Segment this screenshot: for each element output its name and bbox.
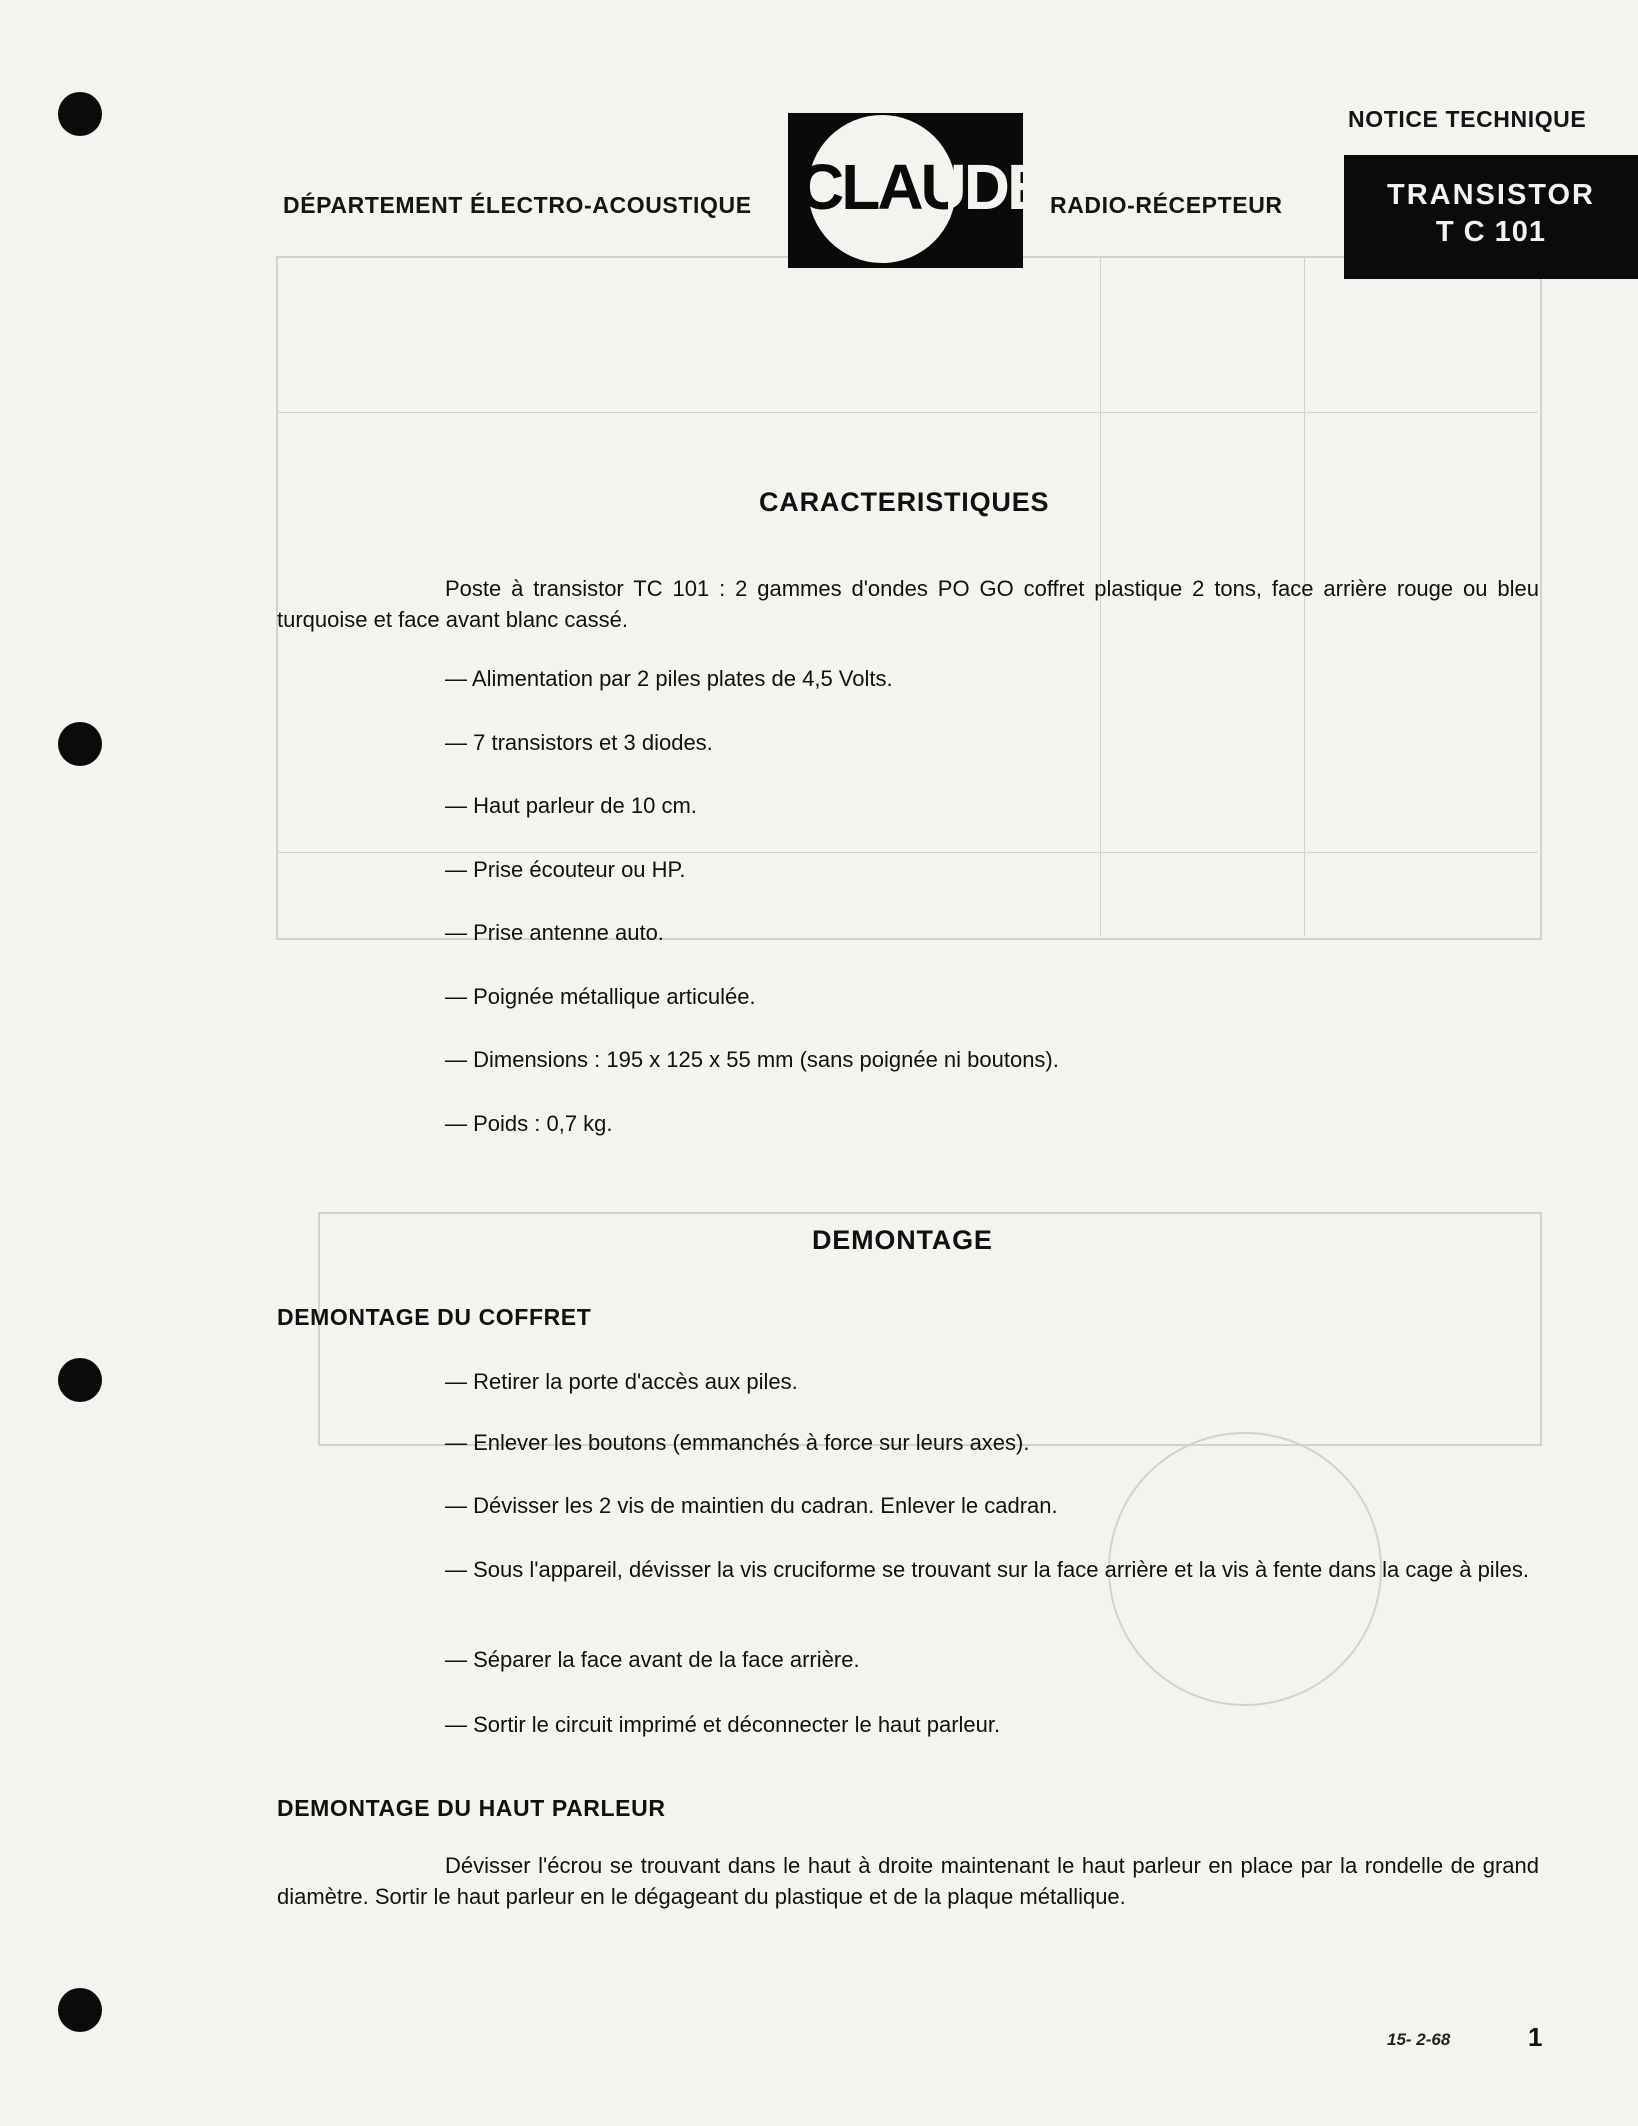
demontage-haut-parleur-title: DEMONTAGE DU HAUT PARLEUR [277, 1795, 666, 1821]
coffret-step: — Sortir le circuit imprimé et déconnecter le haut parleur. [445, 1712, 1001, 1737]
logo-text: CLAUDE [798, 147, 1047, 227]
footer-date: 15- 2-68 [1387, 2030, 1451, 2049]
bleed-through-table-line [276, 412, 1538, 413]
notice-technique-label: NOTICE TECHNIQUE [1348, 106, 1587, 132]
model-box [1344, 155, 1638, 279]
spec-item: — Alimentation par 2 piles plates de 4,5 Volts. [445, 666, 893, 691]
coffret-step: — Enlever les boutons (emmanchés à force sur leurs axes). [445, 1430, 1030, 1455]
caracteristiques-intro: Poste à transistor TC 101 : 2 gammes d'ondes PO GO coffret plastique 2 tons, face arrière rouge ou bleu turquoise et face avant blanc cassé. [277, 576, 1539, 632]
demontage-coffret-title: DEMONTAGE DU COFFRET [277, 1304, 592, 1330]
model-line-1: TRANSISTOR [1387, 179, 1595, 211]
coffret-step: — Retirer la porte d'accès aux piles. [445, 1369, 798, 1394]
spec-item: — Dimensions : 195 x 125 x 55 mm (sans poignée ni boutons). [445, 1047, 1059, 1072]
page-number: 1 [1528, 2022, 1543, 2052]
spec-item: — Poignée métallique articulée. [445, 984, 756, 1009]
punch-hole-3 [58, 1358, 102, 1402]
spec-item: — 7 transistors et 3 diodes. [445, 730, 713, 755]
coffret-step: — Sous l'appareil, dévisser la vis cruciforme se trouvant sur la face arrière et la vis à fente dans la cage à piles. [445, 1557, 1529, 1582]
coffret-step: — Dévisser les 2 vis de maintien du cadran. Enlever le cadran. [445, 1493, 1058, 1518]
bleed-through-table-line [276, 852, 1538, 853]
haut-parleur-text: Dévisser l'écrou se trouvant dans le haut à droite maintenant le haut parleur en place par la rondelle de grand diamètre. Sortir le haut parleur en le dégageant du plastique et de la plaque métallique. [277, 1853, 1539, 1909]
punch-hole-4 [58, 1988, 102, 2032]
spec-item: — Haut parleur de 10 cm. [445, 793, 697, 818]
punch-hole-2 [58, 722, 102, 766]
spec-item: — Prise antenne auto. [445, 920, 664, 945]
caracteristiques-title: CARACTERISTIQUES [759, 487, 1050, 517]
product-type-label: RADIO-RÉCEPTEUR [1050, 192, 1283, 218]
spec-item: — Poids : 0,7 kg. [445, 1111, 613, 1136]
spec-item: — Prise écouteur ou HP. [445, 857, 686, 882]
department-label: DÉPARTEMENT ÉLECTRO-ACOUSTIQUE [283, 192, 752, 218]
model-line-2: T C 101 [1435, 216, 1547, 248]
punch-hole-1 [58, 92, 102, 136]
claude-logo [788, 113, 1047, 268]
demontage-title: DEMONTAGE [812, 1225, 993, 1255]
coffret-step: — Séparer la face avant de la face arrière. [445, 1647, 860, 1672]
